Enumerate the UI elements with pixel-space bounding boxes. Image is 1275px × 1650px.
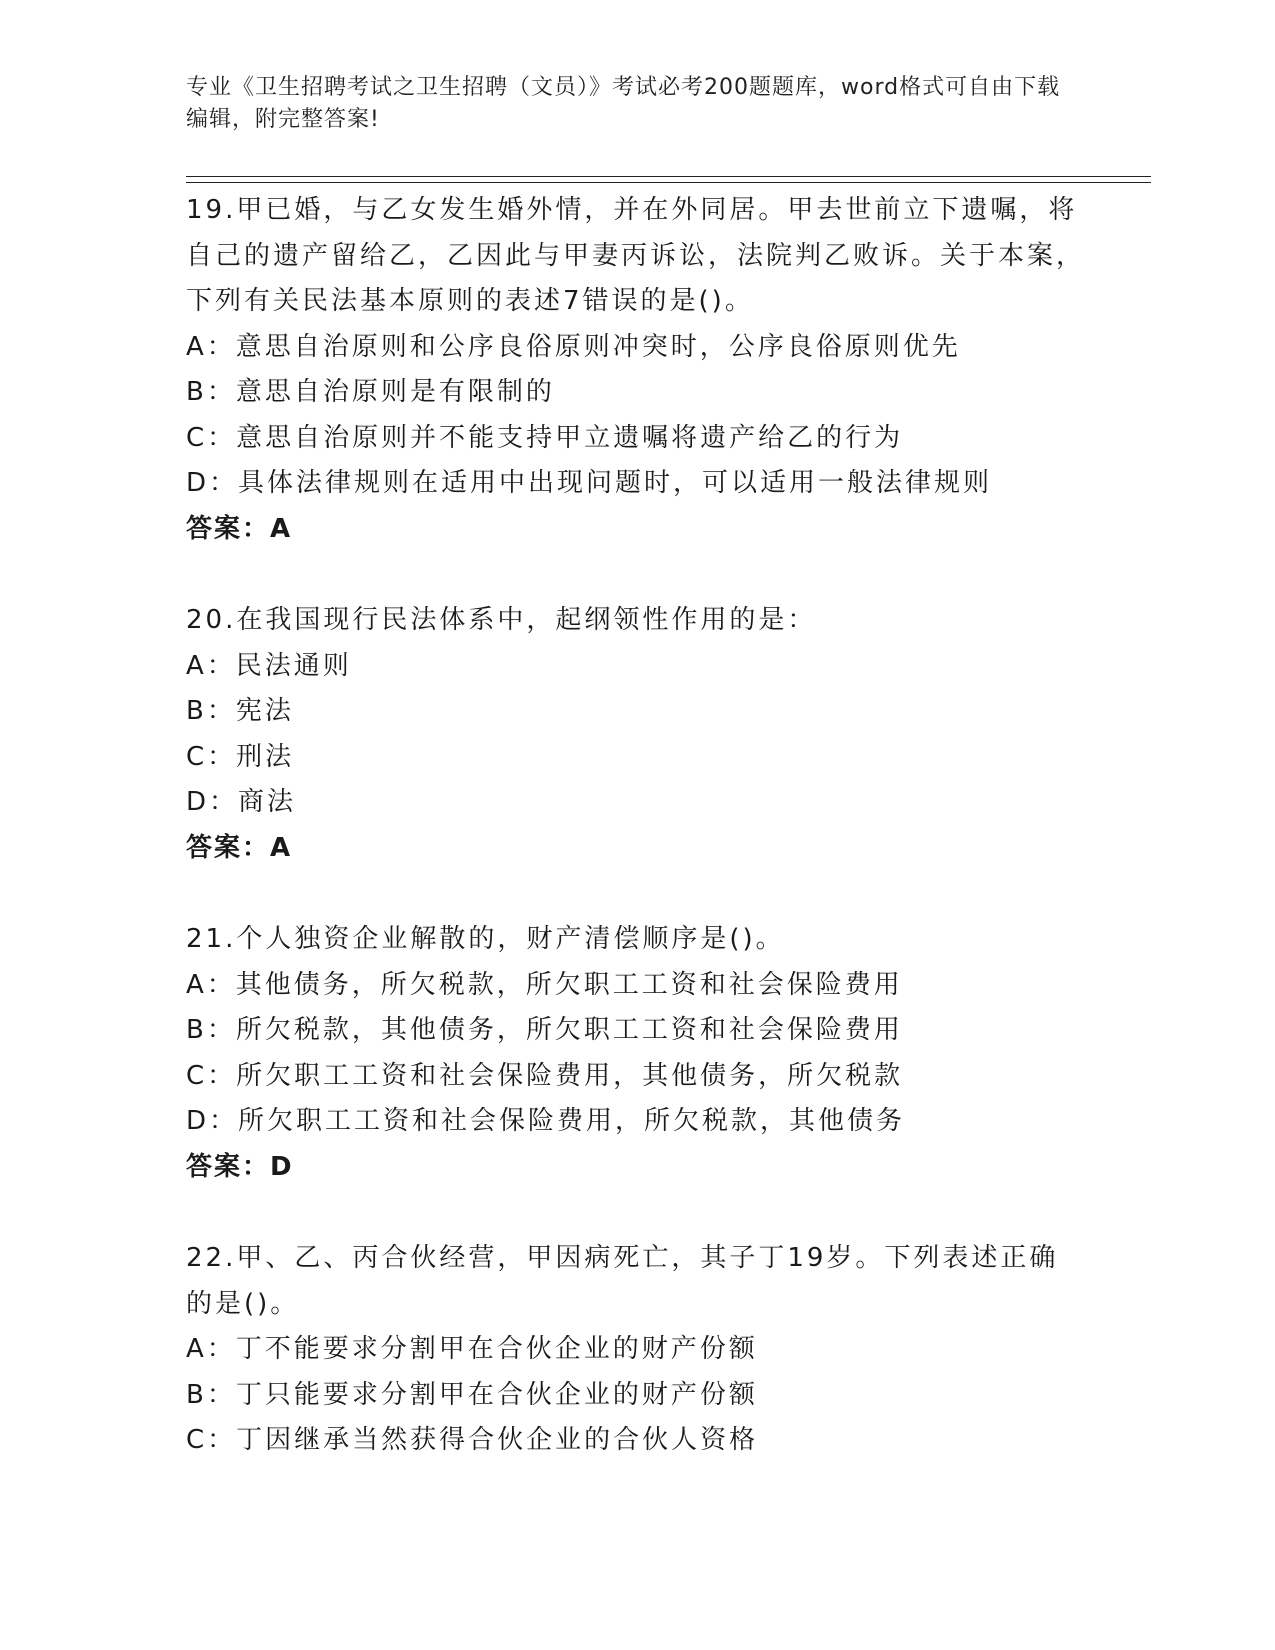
question-text: 19.甲已婚，与乙女发生婚外情，并在外同居。甲去世前立下遗嘱，将自己的遗产留给乙，乙因此与甲妻丙诉讼，法院判乙败诉。关于本案，下列有关民法基本原则的表述7错误的是()。 <box>186 195 1086 316</box>
option-c: C：丁因继承当然获得合伙企业的合伙人资格 <box>186 1425 759 1455</box>
option-c: C：所欠职工工资和社会保险费用，其他债务，所欠税款 <box>186 1060 904 1091</box>
question-19 <box>186 188 1086 552</box>
question-text: 21.个人独资企业解散的，财产清偿顺序是()。 <box>186 924 785 954</box>
option-a: A：民法通则 <box>186 650 352 681</box>
question-text: 20.在我国现行民法体系中，起纲领性作用的是： <box>186 605 817 635</box>
option-b: B：所欠税款，其他债务，所欠职工工资和社会保险费用 <box>186 1015 903 1045</box>
document-header: 专业《卫生招聘考试之卫生招聘（文员）》考试必考200题题库，word格式可自由下载编辑，附完整答案! <box>186 75 1061 132</box>
option-b: B：意思自治原则是有限制的 <box>186 377 555 407</box>
answer-label: 答案：D <box>186 1151 294 1182</box>
answer-label: 答案：A <box>186 832 293 863</box>
question-list <box>186 188 1086 1510</box>
option-b: B：丁只能要求分割甲在合伙企业的财产份额 <box>186 1379 758 1410</box>
question-text: 22.甲、乙、丙合伙经营，甲因病死亡，其子丁19岁。下列表述正确的是()。 <box>186 1243 1059 1319</box>
question-20 <box>186 598 1086 871</box>
header-divider-top <box>186 176 1151 177</box>
option-d: D：商法 <box>186 787 297 817</box>
option-a: A：其他债务，所欠税款，所欠职工工资和社会保险费用 <box>186 969 903 1000</box>
question-22 <box>186 1236 1086 1464</box>
option-b: B：宪法 <box>186 696 294 726</box>
question-21 <box>186 917 1086 1190</box>
option-c: C：刑法 <box>186 741 295 772</box>
option-d: D：具体法律规则在适用中出现问题时，可以适用一般法律规则 <box>186 468 993 498</box>
option-c: C：意思自治原则并不能支持甲立遗嘱将遗产给乙的行为 <box>186 422 904 453</box>
answer-label: 答案：A <box>186 513 293 544</box>
header-divider-bottom <box>186 182 1151 183</box>
option-d: D：所欠职工工资和社会保险费用，所欠税款，其他债务 <box>186 1106 906 1136</box>
option-a: A：意思自治原则和公序良俗原则冲突时，公序良俗原则优先 <box>186 331 961 362</box>
option-a: A：丁不能要求分割甲在合伙企业的财产份额 <box>186 1334 758 1364</box>
